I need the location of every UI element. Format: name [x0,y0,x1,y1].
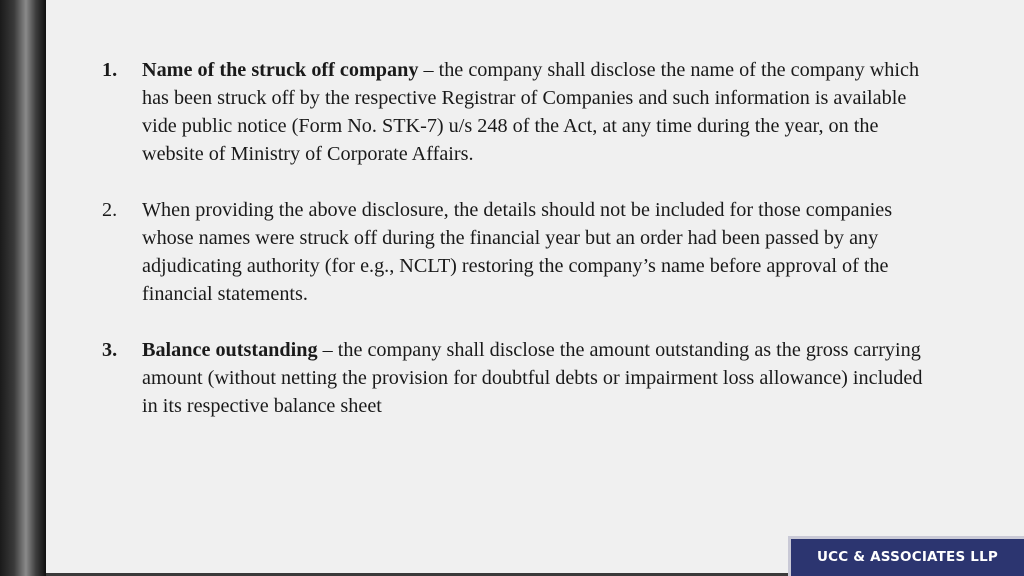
list-item-body: – the company shall disclose the name of the company which has been struck off by the respective Registrar of Companies and such information is available vide public notice (Form No. STK-7) u/s 248 of the Act, at any time during the year, on the website of Ministry of Corporate Affairs. [142,59,920,165]
list-item-text [142,56,932,168]
list-item-number: 2. [102,199,118,221]
left-decorative-bar [0,0,46,576]
list-item-number: 1. [102,59,118,81]
footer-brand-label: UCC & ASSOCIATES LLP [788,536,1024,576]
list-item-body: When providing the above disclosure, the details should not be included for those companies whose names were struck off during the financial year but an order had been passed by any adjudicating authority (for e.g., NCLT) restoring the company’s name before approval of the financial statements. [142,199,893,305]
list-item-heading: Balance outstanding [142,339,318,361]
disclosure-list [102,56,932,448]
list-item-heading: Name of the struck off company [142,59,419,81]
list-item-body: – the company shall disclose the amount outstanding as the gross carrying amount (without netting the provision for doubtful debts or impairment loss allowance) included in its respective balance sheet [142,339,923,417]
list-item-text [142,336,932,420]
list-item-number: 3. [102,339,118,361]
list-item-balance-outstanding [102,336,932,420]
list-item-name-of-struck-off-company [102,56,932,168]
list-item-disclosure-exclusion [102,196,932,308]
